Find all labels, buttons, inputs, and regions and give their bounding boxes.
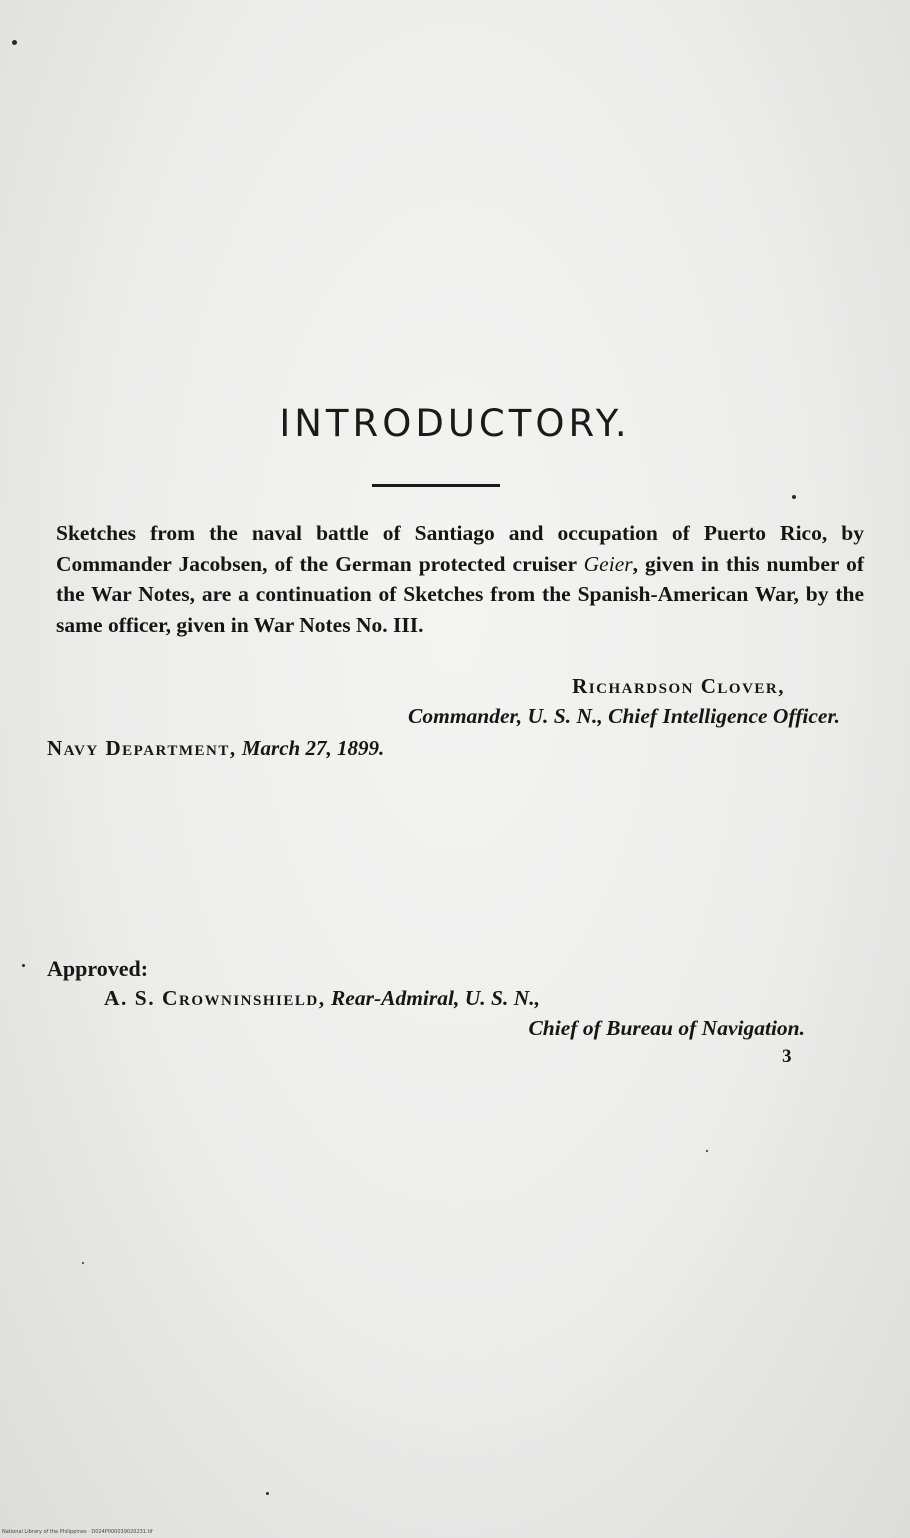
signatory-name: Richardson Clover, bbox=[572, 674, 785, 698]
scan-speck bbox=[792, 495, 796, 499]
page-number: 3 bbox=[782, 1046, 792, 1067]
approver-name: A. S. Crowninshield, bbox=[104, 986, 326, 1010]
scan-speck bbox=[266, 1492, 269, 1495]
scan-speck bbox=[12, 40, 17, 45]
approved-label: Approved: bbox=[47, 956, 149, 981]
ship-name: Geier bbox=[583, 551, 633, 576]
approver-line bbox=[104, 986, 540, 1011]
scan-footer-note: National Library of the Philippines · D024P000039020231.tif bbox=[2, 1529, 153, 1535]
document-date: March 27, 1899. bbox=[241, 736, 385, 760]
scan-speck bbox=[82, 1262, 84, 1264]
paragraph-text-end: , given in this number of the War Notes, are a continuation of Sketches from the Spanish-American War, by the same officer, given in War Notes No. III. bbox=[56, 551, 864, 637]
department-date-line bbox=[47, 736, 384, 761]
page-heading: INTRODUCTORY. bbox=[279, 402, 631, 445]
scan-speck bbox=[22, 964, 25, 967]
department-name: Navy Department, bbox=[47, 736, 237, 760]
signatory-title: Commander, U. S. N., Chief Intelligence Officer. bbox=[408, 704, 840, 728]
scan-speck bbox=[706, 1150, 708, 1152]
approver-rank: Rear-Admiral, U. S. N., bbox=[330, 986, 541, 1010]
introductory-paragraph bbox=[56, 518, 864, 640]
heading-divider bbox=[372, 484, 500, 487]
approver-title: Chief of Bureau of Navigation. bbox=[528, 1016, 805, 1040]
paragraph-text-start: Sketches from the naval battle of Santiago and occupation of Puerto Rico, by Commander Jacobsen, of the German protected cruiser bbox=[56, 521, 864, 576]
